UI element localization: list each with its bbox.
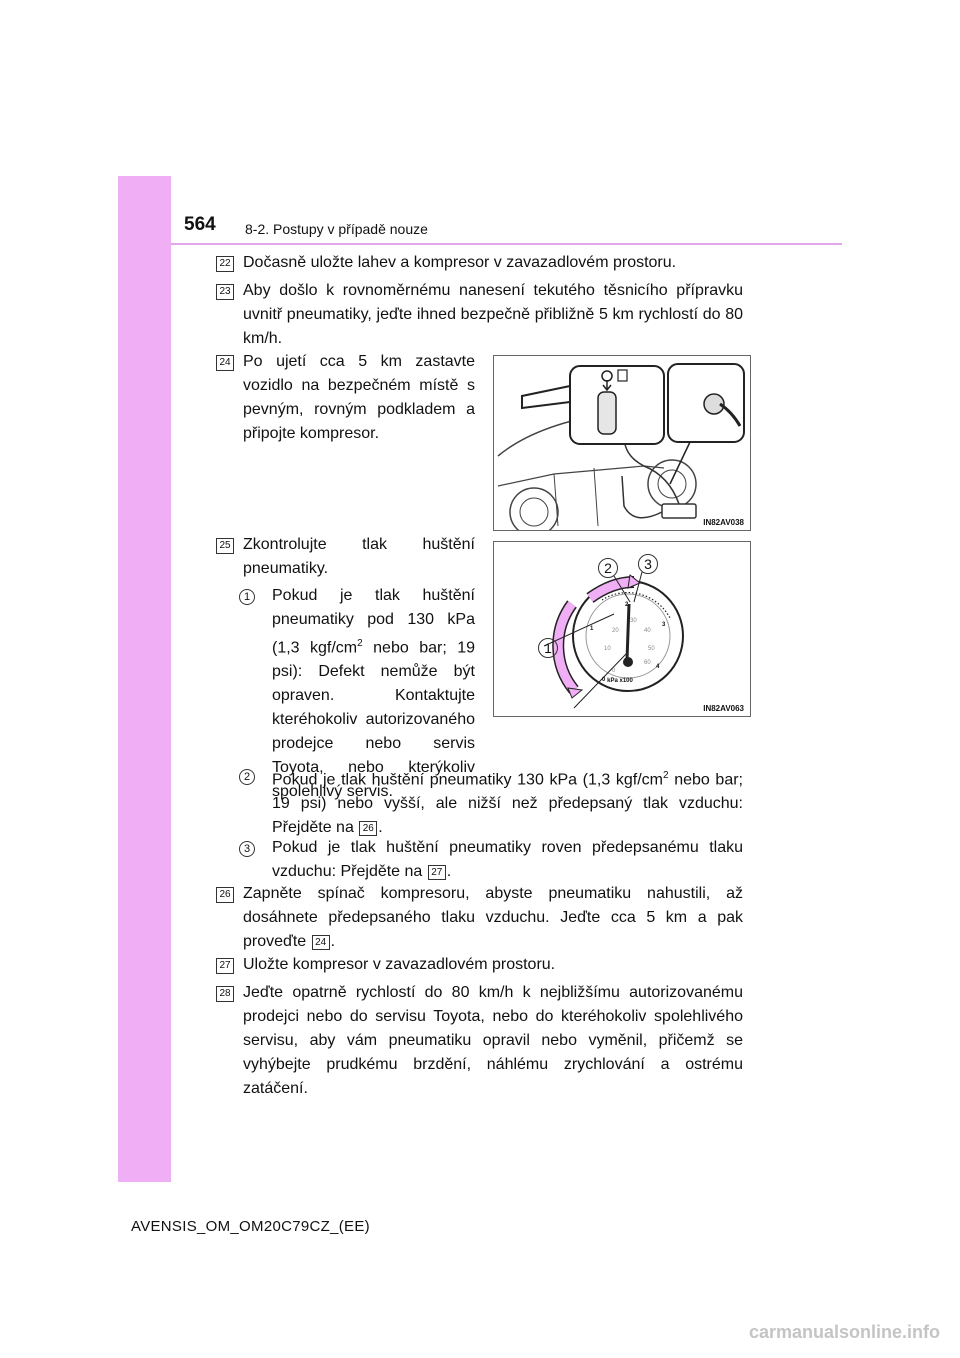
gauge-outer-tick-3: 3 — [662, 622, 666, 628]
callout-1: 1 — [538, 638, 558, 658]
step-25-text: Zkontrolujte tlak huštění pneumatiky. — [243, 536, 475, 577]
figure-code: IN82AV063 — [703, 704, 744, 713]
page-number: 564 — [184, 214, 216, 235]
step-ref-26[interactable]: 26 — [359, 821, 377, 836]
gauge-inner-tick-5: 50 — [648, 646, 655, 652]
step-23-text: Aby došlo k rovnoměrnému nanesení tekutého těsnicího přípravku uvnitř pneumatiky, jeďte ihned bezpečně přibližně 5 km rychlostí do 80 km/h. — [243, 282, 743, 347]
step-22-text: Dočasně uložte lahev a kompresor v zavazadlovém prostoru. — [243, 254, 677, 271]
gauge-inner-tick-6: 60 — [644, 660, 651, 666]
callout-3: 3 — [638, 554, 658, 574]
document-code: AVENSIS_OM_OM20C79CZ_(EE) — [131, 1218, 370, 1235]
step-badge-22: 22 — [216, 256, 234, 272]
watermark: carmanualsonline.info — [748, 1322, 940, 1342]
section-title: 8-2. Postupy v případě nouze — [245, 221, 428, 237]
gauge-outer-tick-0: 0 — [602, 677, 606, 683]
step-badge-27: 27 — [216, 958, 234, 974]
step-badge-25: 25 — [216, 538, 234, 554]
gauge-inner-tick-2: 20 — [612, 628, 619, 634]
option-3-text: Pokud je tlak huštění pneumatiky roven předepsanému tlaku vzduchu: Přejděte na 27 . — [272, 839, 743, 880]
step-28-text: Jeďte opatrně rychlostí do 80 km/h k nejbližšímu autorizovanému prodejci nebo do servisu Toyota, nebo do kteréhokoliv spolehlivého servisu, aby vám pneumatiku opravil nebo vyměnil, přičemž se vyhýbejte prudkému brzdění, náhlému zrychlování a ostrému zatáčení. — [243, 984, 743, 1097]
gauge-inner-tick-1: 10 — [604, 646, 611, 652]
step-26-text: Zapněte spínač kompresoru, abyste pneumatiku nahustili, až dosáhnete předepsaného tlaku vzduchu. Jeďte cca 5 km a pak proveďte 24 . — [243, 885, 743, 950]
step-24-text: Po ujetí cca 5 km zastavte vozidlo na bezpečném místě s pevným, rovným podkladem a připojte kompresor. — [243, 353, 475, 442]
gauge-inner-tick-0: 0 — [612, 668, 616, 674]
header-divider — [171, 243, 842, 245]
section-tab-bar — [118, 176, 171, 1182]
pressure-gauge-illustration — [494, 542, 750, 716]
step-badge-26: 26 — [216, 887, 234, 903]
car-compressor-illustration — [494, 356, 750, 530]
gauge-inner-tick-4: 40 — [644, 628, 651, 634]
option-marker-2: 2 — [239, 769, 255, 785]
step-badge-24: 24 — [216, 355, 234, 371]
gauge-outer-tick-1: 1 — [590, 626, 594, 632]
step-badge-28: 28 — [216, 986, 234, 1002]
gauge-inner-tick-3: 30 — [630, 618, 637, 624]
gauge-outer-tick-4: 4 — [656, 664, 660, 670]
compressor-connection-figure — [493, 355, 751, 531]
figure-code: IN82AV038 — [703, 518, 744, 527]
step-27-text: Uložte kompresor v zavazadlovém prostoru. — [243, 956, 556, 973]
option-marker-1: 1 — [239, 589, 255, 605]
step-badge-23: 23 — [216, 284, 234, 300]
step-ref-24[interactable]: 24 — [312, 935, 330, 950]
callout-2: 2 — [598, 558, 618, 578]
pressure-gauge-figure — [493, 541, 751, 717]
option-1-text: Pokud je tlak huštění pneumatiky pod 130 kPa (1,3 kgf/$cm^2$ nebo bar; 19 psi): Defekt nemůže být opraven. Kontaktujte kteréhokoliv autorizovaného prodejce nebo servis Toyota, nebo kterýkoliv spolehlivý servis. — [272, 587, 475, 801]
option-2-text: Pokud je tlak huštění pneumatiky 130 kPa (1,3 kgf/$cm^2$ nebo bar; 19 psi) nebo vyšší, ale nižší než předepsaný tlak vzduchu: Přejděte na 26 . — [272, 770, 743, 837]
gauge-unit-label: kPa x100 — [607, 678, 633, 684]
gauge-outer-tick-2: 2 — [625, 602, 629, 608]
step-ref-27[interactable]: 27 — [428, 865, 446, 880]
option-marker-3: 3 — [239, 841, 255, 857]
